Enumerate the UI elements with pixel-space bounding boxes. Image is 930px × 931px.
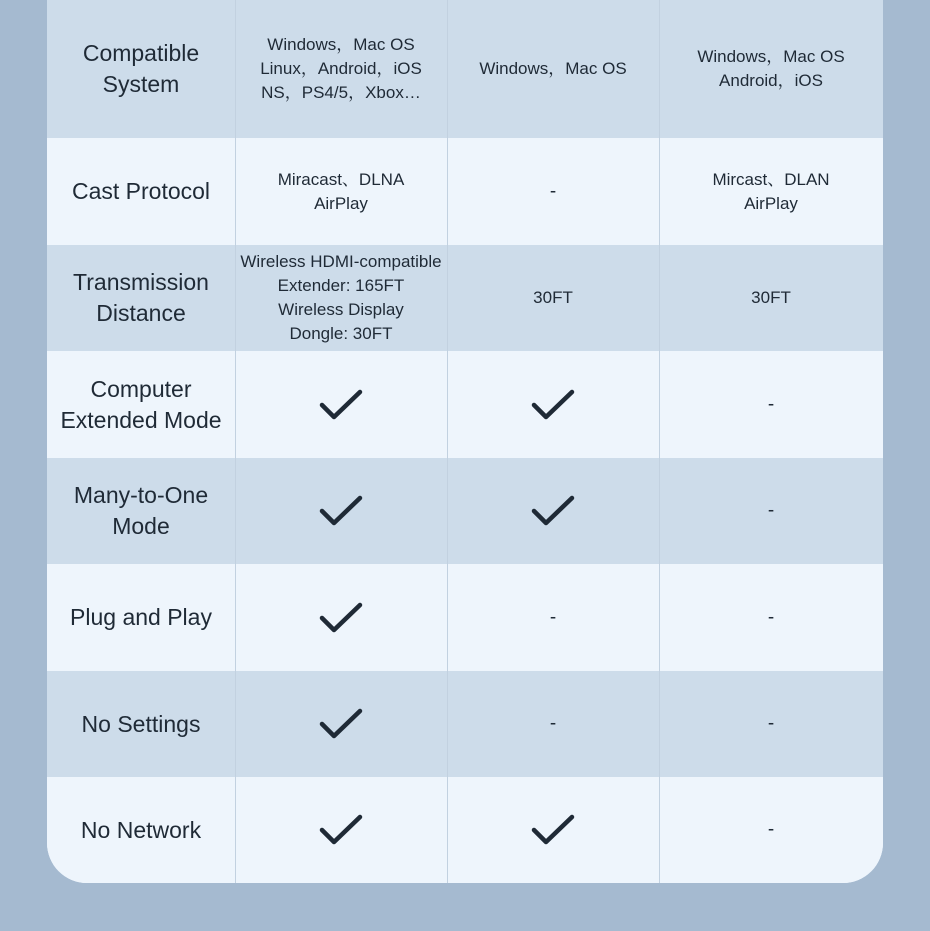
row-label: No Network xyxy=(80,816,202,843)
col1-value: Wireless HDMI-compatible Extender: 165FT Wireless Display Dongle: 30FT xyxy=(240,252,442,343)
row-label: Plug and Play xyxy=(70,604,212,630)
table-row-cast-protocol xyxy=(47,138,883,245)
col1-value: Windows，Mac OS Linux，Android，iOS NS，PS4/5，Xbox… xyxy=(260,35,422,102)
col2-value: - xyxy=(549,606,557,628)
col3-value: - xyxy=(767,393,775,415)
col3-value: 30FT xyxy=(751,288,791,307)
col3-value: - xyxy=(767,500,775,521)
checkmark-icon xyxy=(447,458,659,564)
row-label: Computer Extended Mode xyxy=(60,375,222,433)
column-divider xyxy=(235,0,236,883)
col3-value: - xyxy=(767,713,775,734)
table-row-plug-and-play xyxy=(47,564,883,671)
checkmark-icon xyxy=(235,777,447,883)
row-label: Cast Protocol xyxy=(71,178,211,204)
col2-value: Windows，Mac OS xyxy=(479,59,627,78)
table-row-no-settings xyxy=(47,671,883,777)
col3-value: - xyxy=(767,606,775,628)
col2-value: - xyxy=(549,180,557,202)
table-row-no-network xyxy=(47,777,883,883)
table-row-compatible-system xyxy=(47,0,883,138)
column-divider xyxy=(659,0,660,883)
row-label: Compatible System xyxy=(82,40,200,97)
column-divider xyxy=(447,0,448,883)
col3-value: - xyxy=(767,819,775,840)
checkmark-icon xyxy=(235,671,447,777)
checkmark-icon xyxy=(235,458,447,564)
col2-value: - xyxy=(549,713,557,734)
table-row-transmission-distance xyxy=(47,245,883,351)
checkmark-icon xyxy=(235,564,447,671)
checkmark-icon xyxy=(447,351,659,458)
col1-value: Miracast、DLNA AirPlay xyxy=(277,169,405,213)
col3-value: Mircast、DLAN AirPlay xyxy=(712,169,830,213)
checkmark-icon xyxy=(235,351,447,458)
checkmark-icon xyxy=(447,777,659,883)
table-row-many-to-one-mode xyxy=(47,458,883,564)
row-label: Transmission Distance xyxy=(73,269,209,326)
table-row-computer-extended-mode xyxy=(47,351,883,458)
comparison-table xyxy=(47,0,883,883)
row-label: No Settings xyxy=(81,710,201,737)
row-label: Many-to-One Mode xyxy=(73,482,209,539)
col3-value: Windows，Mac OS Android，iOS xyxy=(697,47,845,90)
col2-value: 30FT xyxy=(533,288,573,307)
